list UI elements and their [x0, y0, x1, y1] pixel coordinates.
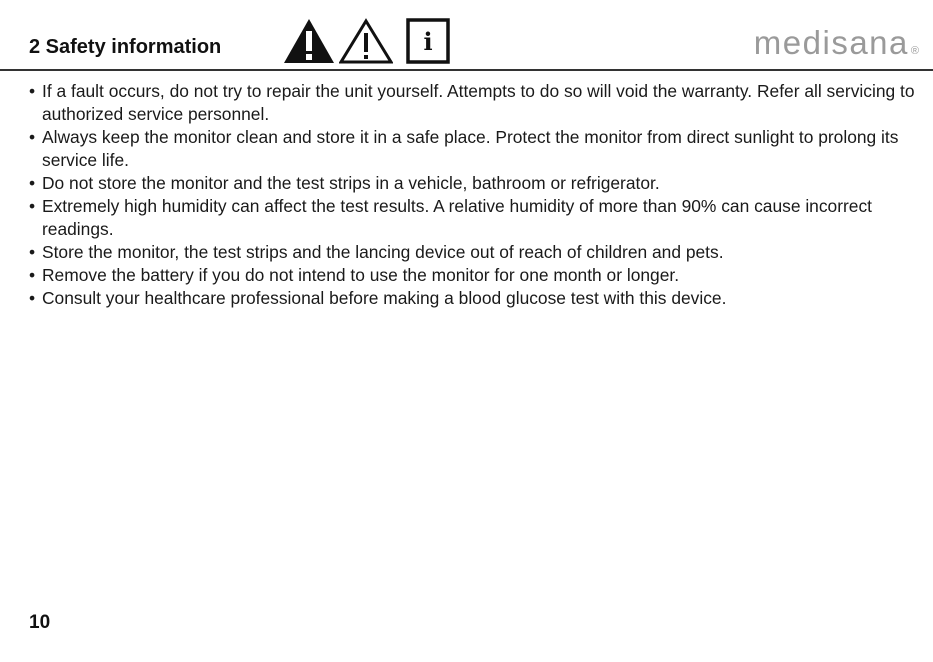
list-item: • If a fault occurs, do not try to repair the unit yourself. Attempts to do so will void the warranty. Refer all servicing to authorized service personnel.	[29, 80, 919, 126]
brand-name: medisana	[753, 24, 909, 61]
section-title: 2 Safety information	[29, 36, 222, 58]
page-header	[0, 0, 933, 70]
list-item: • Do not store the monitor and the test strips in a vehicle, bathroom or refrigerator.	[29, 172, 919, 195]
brand-logo	[754, 24, 919, 62]
information-icon	[406, 18, 450, 64]
list-item: • Consult your healthcare professional before making a blood glucose test with this device.	[29, 287, 919, 310]
safety-list	[29, 80, 919, 310]
list-item: • Remove the battery if you do not intend to use the monitor for one month or longer.	[29, 264, 919, 287]
list-item: • Extremely high humidity can affect the test results. A relative humidity of more than 90% can cause incorrect readings.	[29, 195, 919, 241]
list-item: • Store the monitor, the test strips and the lancing device out of reach of children and pets.	[29, 241, 919, 264]
information-icon-glyph: i	[423, 27, 433, 56]
caution-warning-icon	[339, 18, 393, 64]
page-number: 10	[29, 612, 51, 633]
danger-warning-icon	[283, 18, 335, 64]
list-item: • Always keep the monitor clean and store it in a safe place. Protect the monitor from direct sunlight to prolong its service life.	[29, 126, 919, 172]
header-divider	[0, 69, 933, 71]
registered-mark: ®	[910, 45, 919, 57]
